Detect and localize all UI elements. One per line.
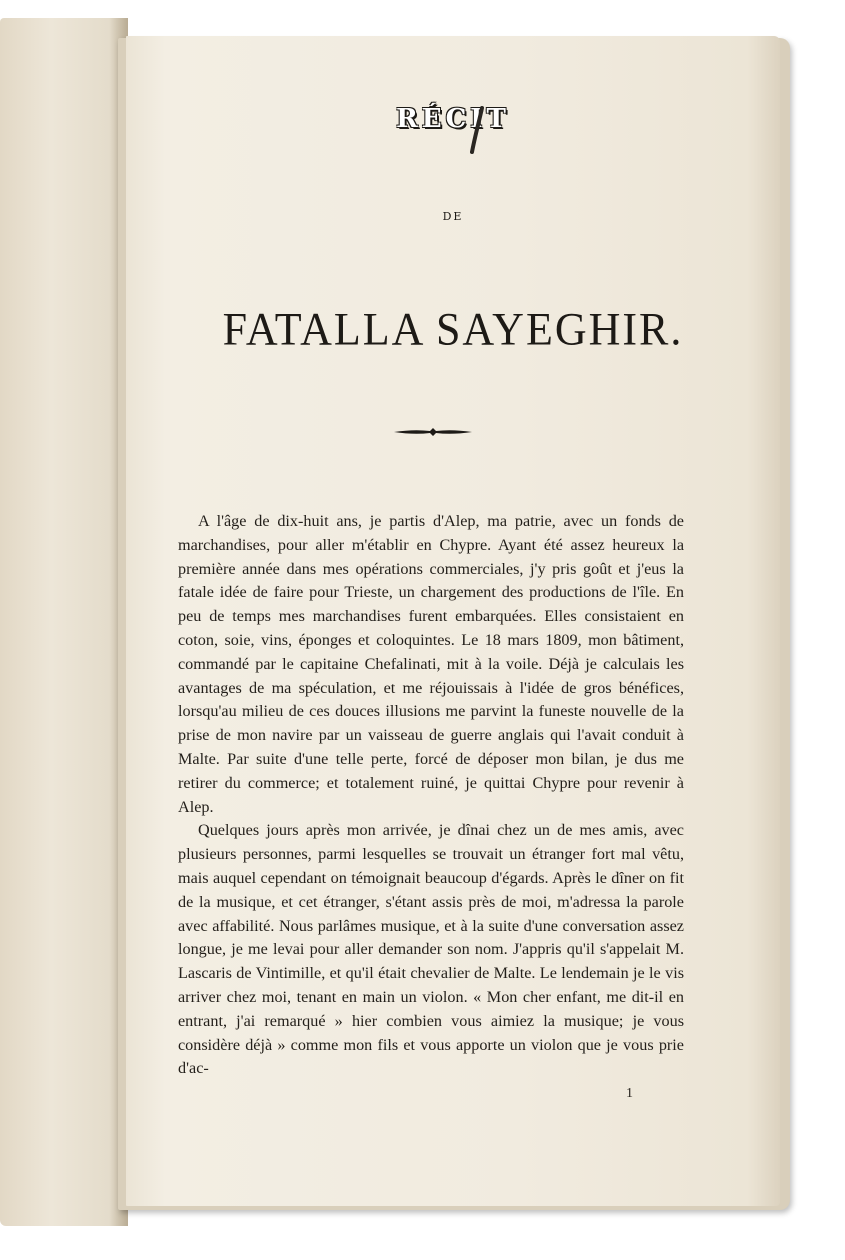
- left-page: [0, 18, 128, 1226]
- title-recit: RÉCIT: [396, 104, 510, 134]
- ornament-divider: [394, 428, 472, 436]
- body-text: [178, 510, 684, 1081]
- paragraph: Quelques jours après mon arrivée, je dînai chez un de mes amis, avec plusieurs personnes, parmi lesquelles se trouvait un étranger fort mal vêtu, mais auquel cependant on témoignait beaucoup d'égards. Après le dîner on fit de la musique, et cet étranger, s'étant assis près de moi, m'adressa la parole avec affabilité. Nous parlâmes musique, et à la suite d'une conversation assez longue, je me levai pour aller demander son nom. J'appris qu'il s'appelait M. Lascaris de Vintimille, et qu'il était chevalier de Malte. Le lendemain je le vis arriver chez moi, tenant en main un violon. « Mon cher enfant, me dit-il en entrant, j'ai remarqué » hier combien vous aimiez la musique; je vous considère déjà » comme mon fils et vous apporte un violon que je vous prie d'ac-: [178, 821, 684, 1078]
- paragraph: A l'âge de dix-huit ans, je partis d'Alep, ma patrie, avec un fonds de marchandises, pour aller m'établir en Chypre. Ayant été assez heureux la première année dans mes opérations commerciales, j'y pris goût et j'eus la fatale idée de faire pour Trieste, un chargement des productions de l'île. En peu de temps mes marchandises furent embarquées. Elles consistaient en coton, soie, vins, éponges et coloquintes. Le 18 mars 1809, mon bâtiment, commandé par le capitaine Chefalinati, mit à la voile. Déjà je calculais les avantages de ma spéculation, et me réjouissais à l'idée de gros bénéfices, lorsqu'au milieu de ces douces illusions me parvint la funeste nouvelle de la prise de mon navire par un vaisseau de guerre anglais qui l'avait conduit à Malte. Par suite d'une telle perte, forcé de déposer mon bilan, je dus me retirer du commerce; et totalement ruiné, je quittai Chypre pour revenir à Alep.: [178, 512, 684, 816]
- book-page: [126, 36, 780, 1206]
- page-number: 1: [626, 1086, 633, 1101]
- title-name: FATALLA SAYEGHIR.: [222, 303, 684, 356]
- ink-mark: [466, 104, 488, 156]
- title-de: DE: [442, 210, 464, 223]
